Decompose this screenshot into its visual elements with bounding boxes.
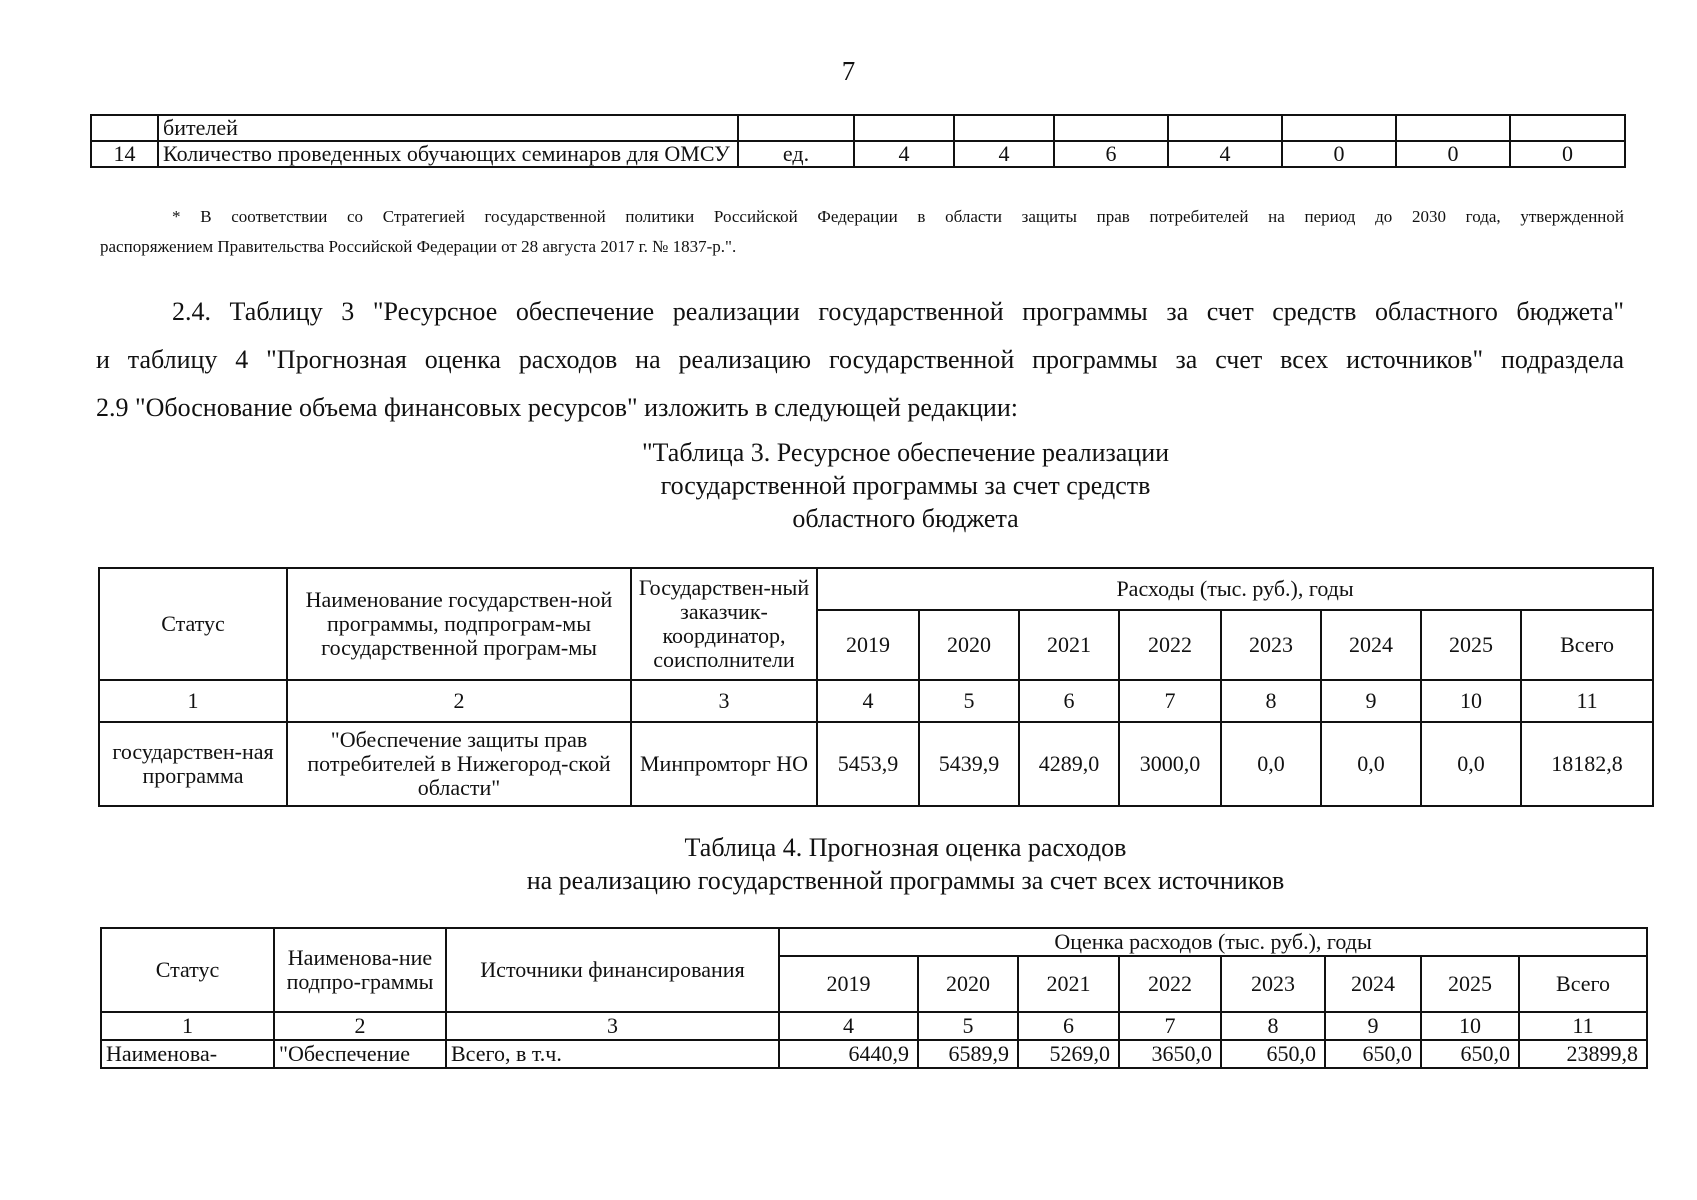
col-number: 11	[1521, 680, 1653, 722]
amendment-paragraph	[96, 288, 1624, 432]
col-number: 7	[1119, 680, 1221, 722]
title-line: на реализацию государственной программы за счет всех источников	[526, 866, 1285, 895]
unit	[738, 115, 854, 141]
col-number: 10	[1421, 680, 1521, 722]
value-cell: 23899,8	[1519, 1040, 1647, 1068]
header-year: 2019	[779, 956, 918, 1012]
value-cell: 6589,9	[918, 1040, 1018, 1068]
header-year: 2025	[1421, 956, 1519, 1012]
value-cell: 0,0	[1421, 722, 1521, 806]
header-year: 2021	[1018, 956, 1119, 1012]
header-year: 2020	[918, 956, 1018, 1012]
col-number: 7	[1119, 1012, 1221, 1040]
row-status: государствен-ная программа	[99, 722, 287, 806]
col-number: 9	[1325, 1012, 1421, 1040]
table-row	[99, 722, 1653, 806]
header-year: 2022	[1119, 956, 1221, 1012]
col-number: 9	[1321, 680, 1421, 722]
value-cell: 4289,0	[1019, 722, 1119, 806]
table-row	[91, 115, 1625, 141]
col-number: 1	[99, 680, 287, 722]
value-cell	[1054, 115, 1168, 141]
paragraph-line: 2.4. Таблицу 3 "Ресурсное обеспечение реализации государственной программы за счет средств областного бюджета"	[172, 297, 1624, 326]
col-number: 2	[274, 1012, 446, 1040]
value-cell: 0,0	[1221, 722, 1321, 806]
value-cell: 6440,9	[779, 1040, 918, 1068]
header-expenses: Расходы (тыс. руб.), годы	[817, 568, 1653, 610]
row-subprogram-name: "Обеспечение	[274, 1040, 446, 1068]
indicators-table-continuation	[90, 114, 1626, 168]
header-customer: Государствен-ный заказчик-координатор, соисполнители	[631, 568, 817, 680]
value-cell: 650,0	[1221, 1040, 1325, 1068]
col-number: 1	[101, 1012, 274, 1040]
table3-resource-provision	[98, 567, 1654, 807]
col-number: 4	[817, 680, 919, 722]
header-year: 2023	[1221, 956, 1325, 1012]
footnote-line: * В соответствии со Стратегией государственной политики Российской Федерации в области защиты прав потребителей на период до 2030 года, утвержденной	[172, 207, 1624, 226]
value-cell	[1396, 115, 1510, 141]
col-number: 8	[1221, 680, 1321, 722]
header-subprogram-name: Наименова-ние подпро-граммы	[274, 928, 446, 1012]
value-cell: 5453,9	[817, 722, 919, 806]
header-year: 2020	[919, 610, 1019, 680]
value-cell: 5269,0	[1018, 1040, 1119, 1068]
value-cell: 0	[1282, 141, 1396, 167]
title-line: Таблица 4. Прогнозная оценка расходов	[684, 833, 1127, 862]
value-cell	[1282, 115, 1396, 141]
row-status: Наименова-	[101, 1040, 274, 1068]
row-customer: Минпромторг НО	[631, 722, 817, 806]
title-line: областного бюджета	[792, 504, 1019, 533]
value-cell: 6	[1054, 141, 1168, 167]
value-cell: 18182,8	[1521, 722, 1653, 806]
header-total: Всего	[1521, 610, 1653, 680]
value-cell: 3650,0	[1119, 1040, 1221, 1068]
col-number: 5	[919, 680, 1019, 722]
value-cell: 4	[854, 141, 954, 167]
title-line: государственной программы за счет средств	[660, 471, 1151, 500]
table4-expense-forecast	[100, 927, 1648, 1069]
table4-title	[0, 831, 1697, 897]
value-cell: 4	[954, 141, 1054, 167]
column-numbers-row	[99, 680, 1653, 722]
header-status: Статус	[99, 568, 287, 680]
value-cell: 650,0	[1421, 1040, 1519, 1068]
value-cell: 650,0	[1325, 1040, 1421, 1068]
header-year: 2021	[1019, 610, 1119, 680]
indicator-name: бителей	[158, 115, 738, 141]
col-number: 6	[1019, 680, 1119, 722]
footnote-line: распоряжением Правительства Российской Федерации от 28 августа 2017 г. № 1837-р.".	[100, 237, 737, 256]
value-cell: 4	[1168, 141, 1282, 167]
col-number: 5	[918, 1012, 1018, 1040]
header-year: 2024	[1321, 610, 1421, 680]
col-number: 3	[446, 1012, 779, 1040]
paragraph-line: 2.9 "Обоснование объема финансовых ресурсов" изложить в следующей редакции:	[96, 393, 1018, 422]
col-number: 4	[779, 1012, 918, 1040]
title-line: "Таблица 3. Ресурсное обеспечение реализации	[641, 438, 1170, 467]
header-program-name: Наименование государствен-ной программы, подпрограм-мы государственной програм-мы	[287, 568, 631, 680]
header-year: 2024	[1325, 956, 1421, 1012]
indicator-name: Количество проведенных обучающих семинаров для ОМСУ	[158, 141, 738, 167]
value-cell: 5439,9	[919, 722, 1019, 806]
row-source: Всего, в т.ч.	[446, 1040, 779, 1068]
table-row	[91, 141, 1625, 167]
paragraph-line: и таблицу 4 "Прогнозная оценка расходов на реализацию государственной программы за счет всех источников" подраздела	[96, 345, 1624, 374]
row-number	[91, 115, 158, 141]
table3-title	[0, 436, 1697, 535]
page-number: 7	[841, 56, 856, 86]
header-year: 2025	[1421, 610, 1521, 680]
value-cell	[1510, 115, 1625, 141]
col-number: 11	[1519, 1012, 1647, 1040]
value-cell	[954, 115, 1054, 141]
footnote	[100, 202, 1624, 262]
table-row	[101, 1040, 1647, 1068]
col-number: 10	[1421, 1012, 1519, 1040]
header-sources: Источники финансирования	[446, 928, 779, 1012]
col-number: 6	[1018, 1012, 1119, 1040]
value-cell: 0	[1510, 141, 1625, 167]
column-numbers-row	[101, 1012, 1647, 1040]
value-cell: 3000,0	[1119, 722, 1221, 806]
header-year: 2019	[817, 610, 919, 680]
header-year: 2023	[1221, 610, 1321, 680]
col-number: 3	[631, 680, 817, 722]
value-cell	[1168, 115, 1282, 141]
value-cell	[854, 115, 954, 141]
col-number: 8	[1221, 1012, 1325, 1040]
header-status: Статус	[101, 928, 274, 1012]
value-cell: 0	[1396, 141, 1510, 167]
row-number: 14	[91, 141, 158, 167]
header-total: Всего	[1519, 956, 1647, 1012]
row-program-name: "Обеспечение защиты прав потребителей в Нижегород-ской области"	[287, 722, 631, 806]
value-cell: 0,0	[1321, 722, 1421, 806]
unit: ед.	[738, 141, 854, 167]
header-year: 2022	[1119, 610, 1221, 680]
col-number: 2	[287, 680, 631, 722]
header-expenses: Оценка расходов (тыс. руб.), годы	[779, 928, 1647, 956]
